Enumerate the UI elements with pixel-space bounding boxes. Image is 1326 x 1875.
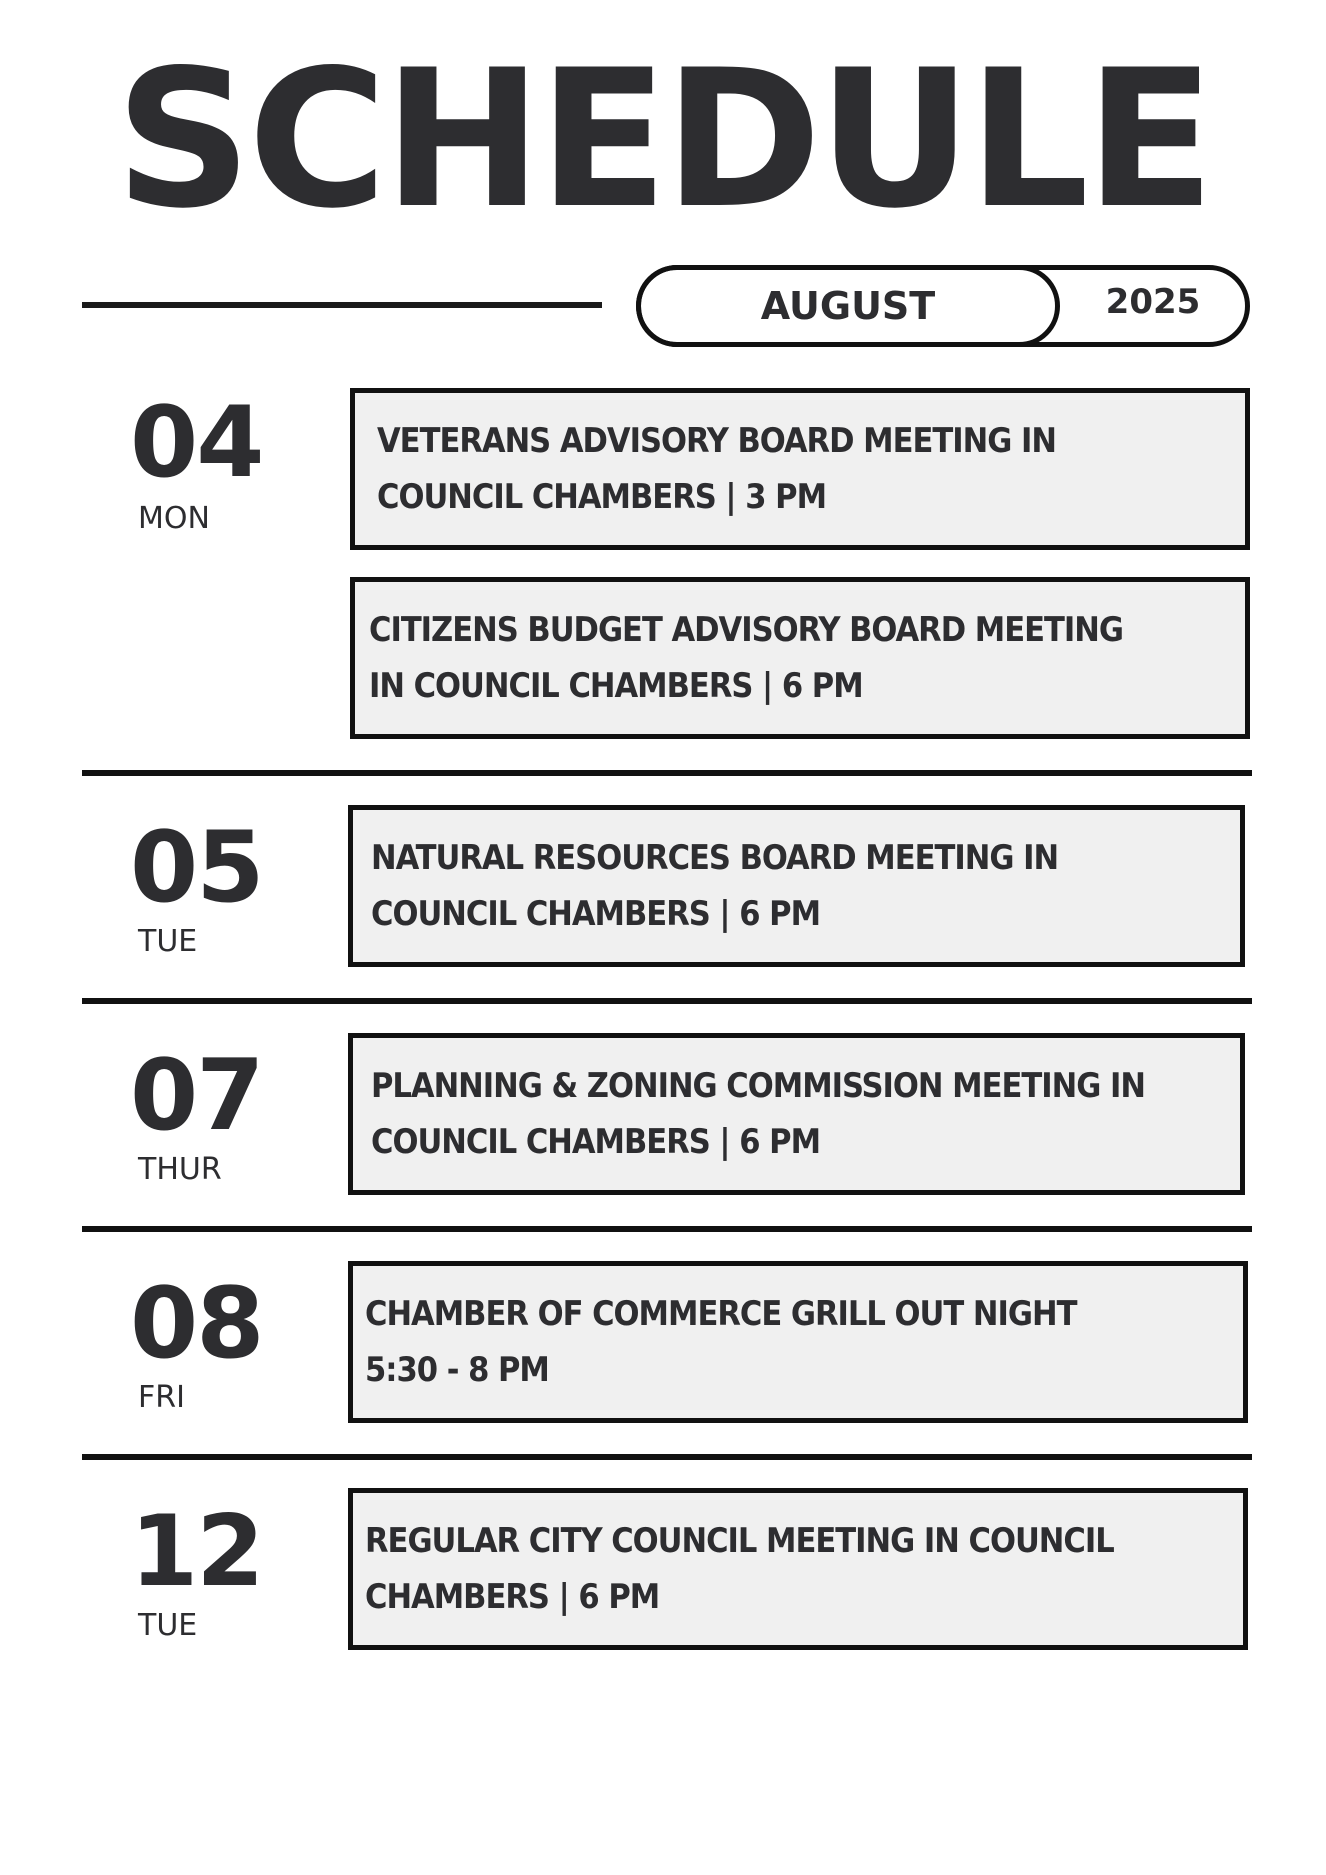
month-label: AUGUST (636, 265, 1060, 347)
event-card: REGULAR CITY COUNCIL MEETING IN COUNCIL CHAMBERS | 6 PM (348, 1488, 1248, 1650)
section-divider (82, 1454, 1252, 1460)
event-card: CHAMBER OF COMMERCE GRILL OUT NIGHT 5:30 - 8 PM (348, 1261, 1248, 1423)
event-card: PLANNING & ZONING COMMISSION MEETING IN COUNCIL CHAMBERS | 6 PM (348, 1033, 1245, 1195)
weekday-label: FRI (138, 1380, 185, 1415)
year-label: 2025 (1105, 282, 1201, 322)
month-year-pill (636, 265, 1250, 347)
day-number: 12 (130, 1495, 263, 1609)
header-divider (82, 302, 602, 308)
day-number: 07 (130, 1039, 263, 1153)
weekday-label: THUR (138, 1152, 222, 1187)
weekday-label: MON (138, 501, 210, 536)
page-title: SCHEDULE (115, 29, 1211, 250)
event-card: CITIZENS BUDGET ADVISORY BOARD MEETING IN COUNCIL CHAMBERS | 6 PM (350, 577, 1250, 739)
weekday-label: TUE (138, 924, 198, 959)
event-card: NATURAL RESOURCES BOARD MEETING IN COUNCIL CHAMBERS | 6 PM (348, 805, 1245, 967)
day-number: 04 (130, 386, 263, 500)
event-card: VETERANS ADVISORY BOARD MEETING IN COUNCIL CHAMBERS | 3 PM (350, 388, 1250, 550)
day-number: 08 (130, 1267, 263, 1381)
day-number: 05 (130, 811, 263, 925)
section-divider (82, 998, 1252, 1004)
section-divider (82, 770, 1252, 776)
weekday-label: TUE (138, 1608, 198, 1643)
section-divider (82, 1226, 1252, 1232)
